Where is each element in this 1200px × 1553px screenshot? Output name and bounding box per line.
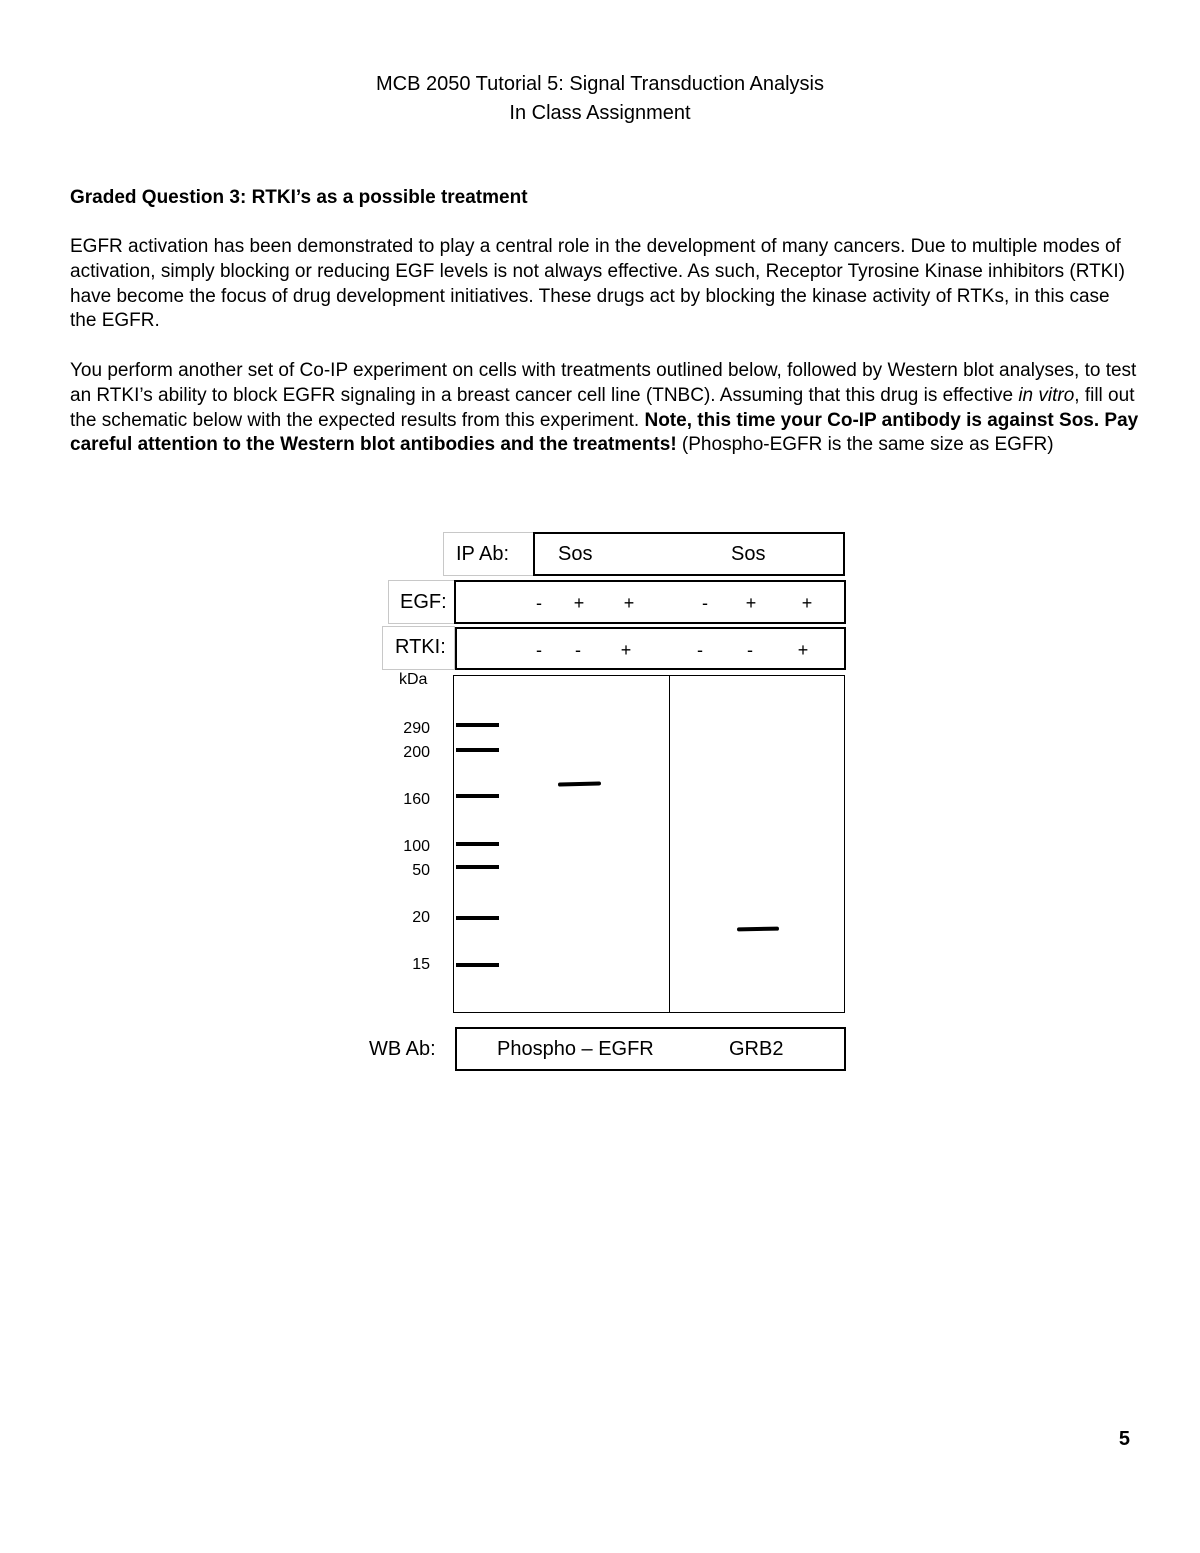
rtki-sign-1: - [536,640,542,660]
marker-label-20: 20 [412,909,430,926]
wb-antibody-left: Phospho – EGFR [497,1038,654,1060]
rtki-sign-2: - [575,640,581,660]
marker-label-290: 290 [403,720,430,737]
question-heading: Graded Question 3: RTKI’s as a possible treatment [70,187,528,208]
para2-text-b: , fill out the schematic below with the expected results from this experiment. [70,384,1135,431]
ladder-band-15 [456,963,499,967]
page-subtitle: In Class Assignment [509,102,691,124]
ladder-band-200 [456,748,499,752]
ladder-band-290 [456,723,499,727]
ip-antibody-left: Sos [558,543,593,565]
egf-sign-3: + [623,593,635,613]
sample-band-grb2 [737,927,779,932]
ladder-band-20 [456,916,499,920]
egf-sign-1: - [536,593,542,613]
wb-label: WB Ab: [369,1038,436,1060]
wb-antibody-right: GRB2 [729,1038,784,1060]
ip-label: IP Ab: [456,543,510,565]
egf-treatment-box [454,580,846,624]
egf-sign-4: - [702,593,708,613]
ladder-band-50 [456,865,499,869]
marker-label-100: 100 [403,838,430,855]
ladder-band-100 [456,842,499,846]
rtki-sign-5: - [747,640,753,660]
blot-area [453,675,845,1013]
egf-sign-5: + [745,593,757,613]
para2-bold-note: Note, this time your Co-IP antibody is against Sos. Pay careful attention to the Western blot antibodies and the treatments! [70,409,1139,456]
para2-text-c: (Phospho-EGFR is the same size as EGFR) [676,434,1054,456]
para2-text-a: You perform another set of Co-IP experiment on cells with treatments outlined below, followed by Western blot analyses, to test an RTKI’s ability to block EGFR signaling in a breast cancer cell line (TNBC). Assuming that this drug is effective [70,360,1137,406]
marker-label-160: 160 [403,791,430,808]
rtki-sign-6: + [797,640,809,660]
ip-antibody-right: Sos [731,543,766,565]
egf-sign-6: + [801,593,813,613]
page-number: 5 [1118,1428,1130,1450]
ladder-band-160 [456,794,499,798]
question-paragraph-2 [70,359,1140,458]
question-paragraph-1: EGFR activation has been demonstrated to play a central role in the development of many cancers. Due to multiple modes of activation, simply blocking or reducing EGF levels is not always effective. As such, Receptor Tyrosine Kinase inhibitors (RTKI) have become the focus of drug development initiatives. These drugs act by blocking the kinase activity of RTKs, in this case the EGFR. [70,236,1125,332]
lane-divider [669,676,670,1012]
marker-label-15: 15 [412,956,430,973]
page-title: MCB 2050 Tutorial 5: Signal Transduction Analysis [375,73,825,95]
marker-label-200: 200 [403,744,430,761]
marker-label-50: 50 [412,862,430,879]
egf-label: EGF: [400,591,447,613]
rtki-sign-4: - [697,640,703,660]
kda-label: kDa [399,671,428,688]
rtki-sign-3: + [620,640,632,660]
egf-sign-2: + [573,593,585,613]
rtki-treatment-box [455,627,846,670]
para2-italic-in-vitro: in vitro [1018,384,1075,406]
rtki-label: RTKI: [395,636,446,658]
